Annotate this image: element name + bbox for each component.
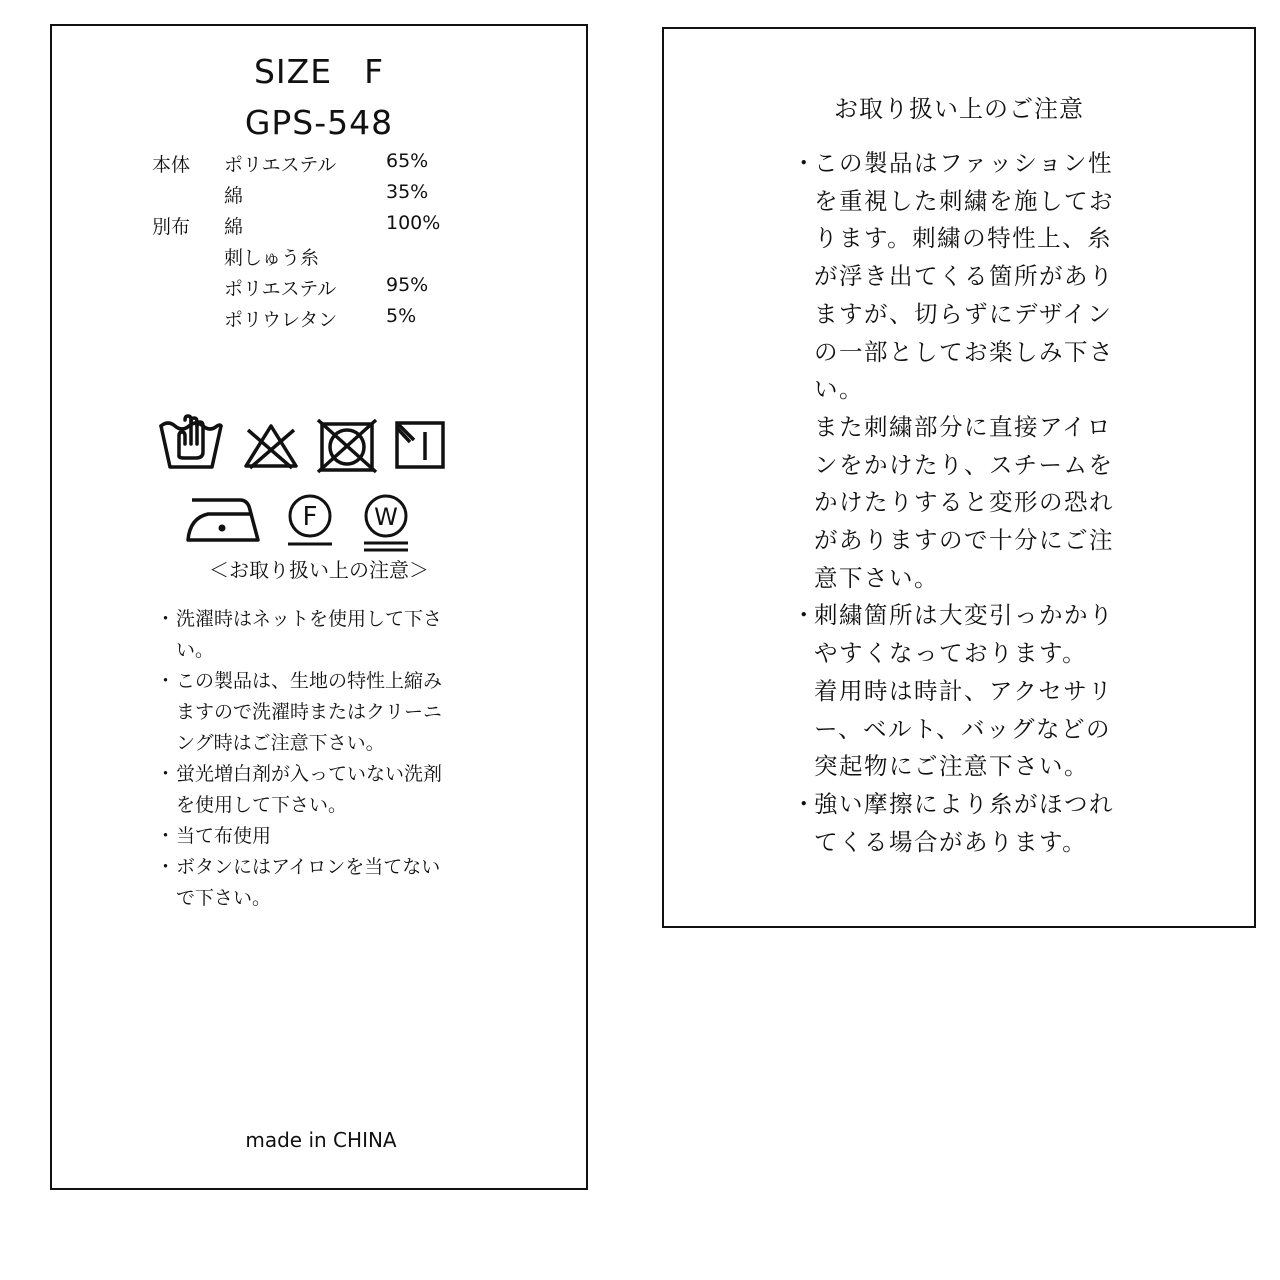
note-text: 洗濯時はネットを使用して下さい。 [176,608,443,661]
note-text: 刺繍箇所は大変引っかかりやすくなっております。 [814,601,1114,668]
wet-clean-w-icon [358,492,414,554]
size-value: F [364,52,385,91]
note-text: 蛍光増白剤が入っていない洗剤を使用して下さい。 [176,763,443,816]
composition-percent: 35% [386,181,429,203]
bullet: ・ [156,608,176,630]
bullet: ・ [792,789,817,818]
composition-material: 刺しゅう糸 [224,247,320,269]
no-bleach-icon [242,420,300,470]
list-item [792,409,1122,598]
composition-row [152,212,472,243]
bullet: ・ [156,825,176,847]
composition-part: 別布 [152,216,191,238]
notice-title: お取り扱い上のご注意 [834,95,1084,123]
care-label-right [662,27,1256,928]
notes-list [156,604,456,914]
size-line [52,52,586,91]
bullet: ・ [156,670,176,692]
made-in: made in CHINA [245,1128,397,1152]
composition-material: 綿 [224,216,244,238]
line-dry-shade-icon [394,420,446,470]
composition-material: ポリウレタン [224,309,338,331]
list-item [156,852,456,914]
wet-clean-letter: W [374,503,398,531]
size-label: SIZE [253,52,333,91]
product-code: GPS-548 [244,103,394,142]
notes-list [792,145,1122,861]
list-item [156,604,456,666]
note-text: また刺繍部分に直接アイロンをかけたり、スチームをかけたりすると変形の恐れがありますので十分にご注意下さい。 [814,412,1114,592]
care-label-left [50,24,588,1190]
bullet [792,673,814,786]
note-text: この製品は、生地の特性上縮みますので洗濯時またはクリーニング時はご注意下さい。 [176,670,443,754]
note-text: 強い摩擦により糸がほつれてくる場合があります。 [814,789,1114,856]
list-item [792,597,1122,672]
note-text: 着用時は時計、アクセサリー、ベルト、バッグなどの突起物にご注意下さい。 [814,676,1114,781]
composition-row [152,243,472,274]
composition-row [152,150,472,181]
bullet: ・ [156,856,176,878]
bullet [792,409,814,598]
composition-percent: 65% [386,150,429,172]
composition-material: ポリエステル [224,278,337,300]
notice-title: ＜お取り扱い上の注意＞ [209,558,429,582]
dry-clean-f-icon [282,492,338,548]
no-tumble-dry-icon [316,418,378,474]
composition-part: 本体 [152,154,191,176]
hand-wash-icon [158,412,224,470]
composition-row [152,305,472,336]
composition-percent: 5% [386,305,417,327]
list-item [156,759,456,821]
list-item [156,666,456,759]
list-item [792,145,1122,409]
note-text: 当て布使用 [176,825,272,847]
list-item [156,821,456,852]
composition-percent: 95% [386,274,429,296]
composition-table [152,150,472,336]
composition-material: 綿 [224,185,244,207]
composition-percent: 100% [386,212,441,234]
composition-row [152,274,472,305]
composition-material: ポリエステル [224,154,337,176]
bullet: ・ [156,763,176,785]
list-item [792,673,1122,786]
bullet: ・ [792,601,817,630]
composition-row [152,181,472,212]
dry-clean-letter: F [302,502,318,532]
note-text: この製品はファッション性を重視した刺繍を施しております。刺繍の特性上、糸が浮き出てくる箇所がありますが、切らずにデザインの一部としてお楽しみ下さい。 [814,149,1114,404]
note-text: ボタンにはアイロンを当てないで下さい。 [176,856,441,909]
list-item [792,786,1122,861]
iron-low-icon [184,492,262,544]
bullet: ・ [792,149,817,177]
